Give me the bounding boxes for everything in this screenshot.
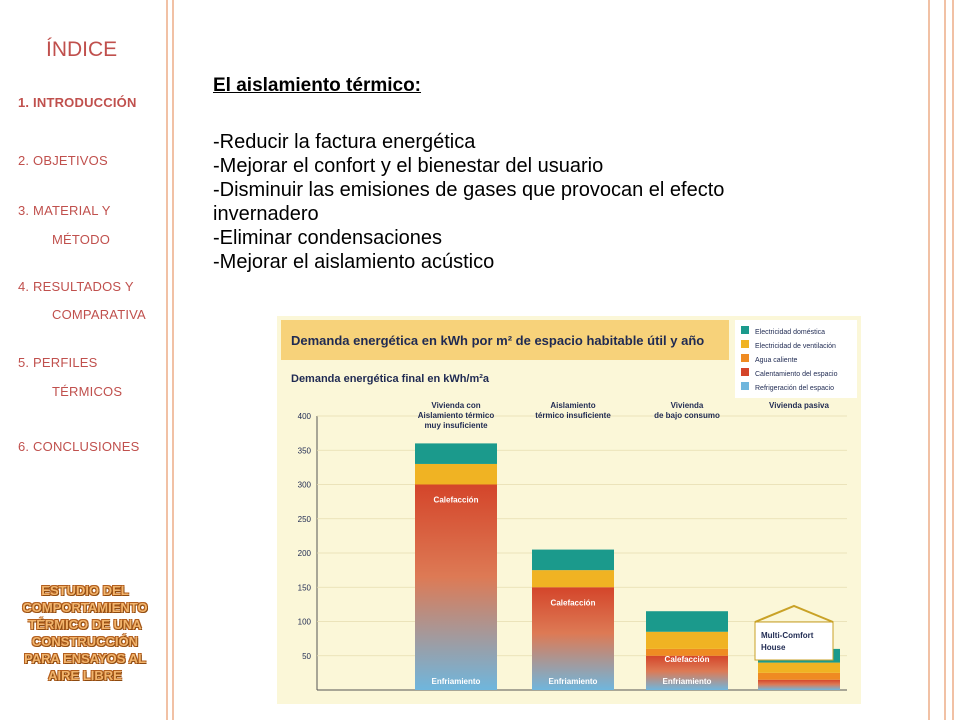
bar-segment: [646, 611, 728, 632]
category-label: Aislamiento térmico insuficiente: [535, 401, 611, 420]
bullet-item: -Reducir la factura energética: [213, 131, 476, 153]
legend-label: Electricidad doméstica: [755, 329, 826, 336]
right-divider: [944, 0, 946, 720]
badge-box: [755, 622, 833, 660]
chart-legend: [735, 320, 857, 398]
energy-demand-chart: [277, 316, 861, 704]
bar-label: Enfriamiento: [662, 677, 712, 686]
project-title-line: CONSTRUCCIÓN: [31, 634, 139, 649]
y-tick-label: 250: [297, 514, 311, 524]
bullet-item: invernadero: [213, 203, 319, 225]
sidebar-item-material[interactable]: 3. MATERIAL Y: [18, 203, 111, 218]
project-title-line: TÉRMICO DE UNA: [28, 617, 142, 632]
sidebar-divider: [166, 0, 168, 720]
bullet-item: -Mejorar el confort y el bienestar del usuario: [213, 155, 604, 177]
sidebar-item-resultados[interactable]: 4. RESULTADOS Y: [18, 279, 134, 294]
legend-swatch: [741, 368, 749, 376]
legend-swatch: [741, 354, 749, 362]
y-tick-label: 300: [297, 480, 311, 490]
category-label: Vivienda de bajo consumo: [654, 401, 720, 420]
sidebar-item-resultados-line2[interactable]: COMPARATIVA: [52, 307, 146, 322]
badge-label: Multi-Comfort: [761, 631, 814, 640]
bullet-item: -Eliminar condensaciones: [213, 227, 443, 249]
bar-label: Calefacción: [550, 598, 596, 608]
legend-swatch: [741, 340, 749, 348]
bullet-list: [213, 130, 853, 274]
bar-segment: [758, 680, 840, 690]
sidebar-item-introduccion[interactable]: 1. INTRODUCCIÓN: [18, 95, 137, 110]
bar-label: Calefacción: [433, 495, 479, 505]
bar-label: Calefacción: [664, 655, 710, 664]
bar-segment: [415, 443, 497, 464]
project-title-line: AIRE LIBRE: [48, 668, 122, 683]
sidebar-item-perfiles[interactable]: 5. PERFILES: [18, 355, 98, 370]
project-title-line: ESTUDIO DEL: [41, 583, 129, 598]
bar-segment: [532, 570, 614, 587]
y-tick-label: 350: [297, 446, 311, 456]
sidebar-title: ÍNDICE: [46, 38, 118, 61]
legend-label: Calentamiento del espacio: [755, 371, 838, 378]
y-tick-label: 200: [297, 549, 311, 558]
legend-swatch: [741, 326, 749, 334]
right-divider: [952, 0, 954, 720]
chart-title: Demanda energética en kWh por m² de espacio habitable útil y año: [291, 333, 705, 348]
sidebar-item-material-line2[interactable]: MÉTODO: [52, 232, 111, 247]
y-tick-label: 400: [297, 412, 311, 421]
category-label: Vivienda pasiva: [769, 401, 829, 410]
y-tick-label: 50: [302, 651, 311, 661]
chart-svg: [277, 316, 861, 704]
legend-swatch: [741, 382, 749, 390]
project-title-line: PARA ENSAYOS AL: [24, 651, 146, 666]
y-tick-label: 100: [297, 617, 311, 627]
bar-label: Enfriamiento: [431, 677, 481, 686]
chart-ylabel: Demanda energética final en kWh/m²a: [291, 373, 490, 385]
bar-segment: [532, 550, 614, 571]
project-title: [4, 582, 166, 684]
sidebar: [0, 0, 166, 720]
bar-segment: [415, 464, 497, 485]
badge-label: House: [761, 643, 786, 652]
content-title: El aislamiento térmico:: [213, 75, 422, 96]
bullet-item: -Mejorar el aislamiento acústico: [213, 251, 495, 273]
y-tick-label: 150: [297, 583, 311, 593]
bar-segment: [415, 485, 497, 691]
legend-label: Agua caliente: [755, 357, 798, 364]
right-divider: [928, 0, 930, 720]
bullet-item: -Disminuir las emisiones de gases que provocan el efecto: [213, 179, 725, 201]
bar-segment: [758, 673, 840, 680]
sidebar-item-conclusiones[interactable]: 6. CONCLUSIONES: [18, 439, 140, 454]
bar-segment: [758, 663, 840, 673]
sidebar-item-perfiles-line2[interactable]: TÉRMICOS: [52, 384, 123, 399]
sidebar-item-objetivos[interactable]: 2. OBJETIVOS: [18, 153, 108, 168]
legend-label: Refrigeración del espacio: [755, 385, 834, 392]
category-label: Vivienda con Aislamiento térmico muy insuficiente: [417, 401, 495, 430]
bar-segment: [646, 632, 728, 649]
bar-label: Enfriamiento: [548, 677, 598, 686]
sidebar-divider: [172, 0, 174, 720]
legend-label: Electricidad de ventilación: [755, 343, 836, 350]
project-title-line: COMPORTAMIENTO: [22, 600, 148, 615]
